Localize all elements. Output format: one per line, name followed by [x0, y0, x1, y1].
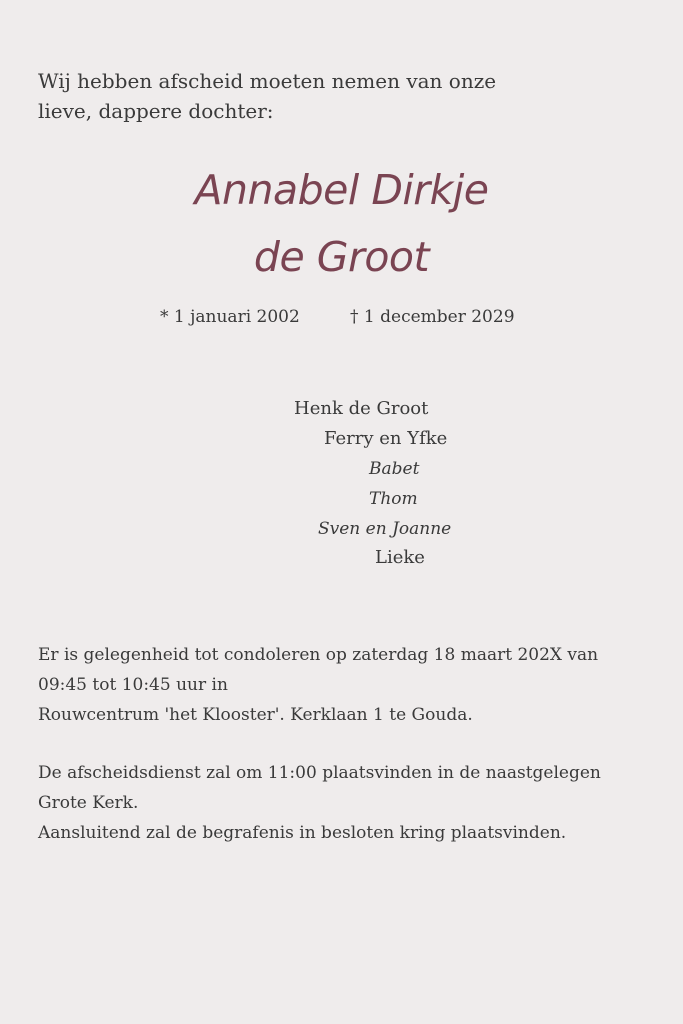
family-member: Babet	[369, 459, 420, 479]
family-member: Ferry en Yfke	[324, 428, 448, 449]
deceased-name-last: de Groot	[253, 233, 430, 281]
intro-line: lieve, dappere dochter:	[38, 99, 274, 123]
family-member: Thom	[369, 489, 418, 509]
intro-text	[38, 66, 638, 126]
birth-date: * 1 januari 2002	[160, 307, 300, 327]
family-member: Henk de Groot	[294, 398, 429, 419]
service-line: Grote Kerk.	[38, 793, 139, 813]
intro-line: Wij hebben afscheid moeten nemen van onze	[38, 69, 497, 93]
deceased-name-first: Annabel Dirkje	[194, 166, 489, 214]
service-paragraph	[38, 758, 658, 848]
condolence-line: Rouwcentrum 'het Klooster'. Kerklaan 1 te Gouda.	[38, 705, 473, 725]
family-member: Lieke	[375, 547, 425, 568]
family-member: Sven en Joanne	[318, 519, 452, 539]
condolence-line: Er is gelegenheid tot condoleren op zaterdag 18 maart 202X van	[38, 645, 599, 665]
service-line: De afscheidsdienst zal om 11:00 plaatsvinden in de naastgelegen	[38, 763, 601, 783]
condolence-line: 09:45 tot 10:45 uur in	[38, 675, 228, 695]
death-date: † 1 december 2029	[350, 307, 515, 327]
condolence-paragraph	[38, 640, 658, 730]
service-line: Aansluitend zal de begrafenis in besloten kring plaatsvinden.	[38, 823, 567, 843]
